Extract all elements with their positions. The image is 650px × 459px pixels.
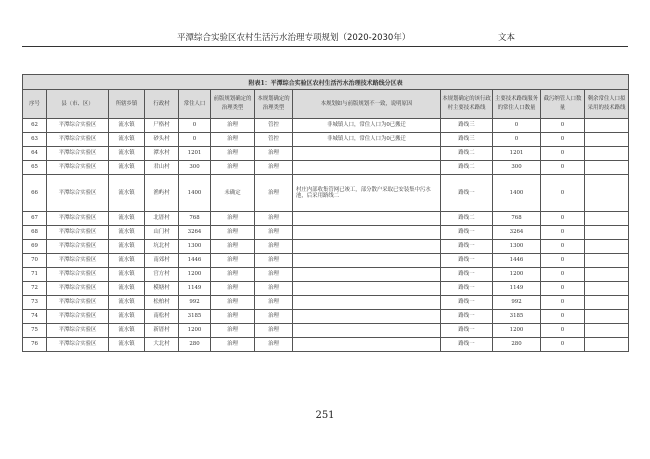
current-type-cell: 治理 xyxy=(255,212,293,226)
row-number-cell: 71 xyxy=(23,268,47,282)
column-header: 主要技术路线服务的常住人口数量 xyxy=(493,90,541,119)
served-population-cell: 3185 xyxy=(493,310,541,324)
current-type-cell: 治理 xyxy=(255,226,293,240)
route-cell: 路线二 xyxy=(441,161,493,175)
reason-cell xyxy=(293,254,441,268)
table-row xyxy=(23,133,629,147)
route-cell: 路线一 xyxy=(441,268,493,282)
table-row xyxy=(23,226,629,240)
previous-type-cell: 治理 xyxy=(211,254,255,268)
population-cell: 3264 xyxy=(179,226,211,240)
village-cell: 君山村 xyxy=(145,161,179,175)
table-row xyxy=(23,254,629,268)
header-row xyxy=(23,90,629,119)
previous-type-cell: 治理 xyxy=(211,147,255,161)
table-row xyxy=(23,324,629,338)
population-cell: 1201 xyxy=(179,147,211,161)
town-cell: 流水镇 xyxy=(109,254,145,268)
town-cell: 流水镇 xyxy=(109,324,145,338)
previous-type-cell: 治理 xyxy=(211,226,255,240)
village-cell: 南郊村 xyxy=(145,254,179,268)
town-cell: 流水镇 xyxy=(109,119,145,133)
county-cell: 平潭综合实验区 xyxy=(47,212,109,226)
reason-cell xyxy=(293,310,441,324)
current-type-cell: 治理 xyxy=(255,254,293,268)
row-number-cell: 64 xyxy=(23,147,47,161)
previous-type-cell: 治理 xyxy=(211,338,255,352)
route-cell: 路线三 xyxy=(441,119,493,133)
row-number-cell: 69 xyxy=(23,240,47,254)
served-population-cell: 0 xyxy=(493,119,541,133)
remaining-route-cell xyxy=(585,296,629,310)
village-cell: 南松村 xyxy=(145,310,179,324)
village-cell: 渔屿村 xyxy=(145,175,179,212)
sewer-population-cell: 0 xyxy=(541,147,585,161)
village-cell: 松柏村 xyxy=(145,296,179,310)
table-row xyxy=(23,147,629,161)
column-header: 前版规划确定的治理类型 xyxy=(211,90,255,119)
town-cell: 流水镇 xyxy=(109,268,145,282)
reason-cell xyxy=(293,338,441,352)
county-cell: 平潭综合实验区 xyxy=(47,133,109,147)
column-header: 本规划如与前版规划不一致，说明原因 xyxy=(293,90,441,119)
population-cell: 280 xyxy=(179,338,211,352)
county-cell: 平潭综合实验区 xyxy=(47,254,109,268)
row-number-cell: 75 xyxy=(23,324,47,338)
column-header: 县（市、区） xyxy=(47,90,109,119)
served-population-cell: 1201 xyxy=(493,147,541,161)
current-type-cell: 治理 xyxy=(255,310,293,324)
table-row xyxy=(23,175,629,212)
population-cell: 300 xyxy=(179,161,211,175)
remaining-route-cell xyxy=(585,147,629,161)
current-type-cell: 管控 xyxy=(255,133,293,147)
village-cell: 大北村 xyxy=(145,338,179,352)
route-cell: 路线一 xyxy=(441,226,493,240)
current-type-cell: 治理 xyxy=(255,240,293,254)
column-header: 行政村 xyxy=(145,90,179,119)
route-cell: 路线一 xyxy=(441,282,493,296)
annex-table xyxy=(22,74,629,352)
village-cell: 山门村 xyxy=(145,226,179,240)
remaining-route-cell xyxy=(585,324,629,338)
remaining-route-cell xyxy=(585,119,629,133)
previous-type-cell: 治理 xyxy=(211,310,255,324)
remaining-route-cell xyxy=(585,338,629,352)
reason-cell xyxy=(293,240,441,254)
village-cell: 官方村 xyxy=(145,268,179,282)
route-cell: 路线一 xyxy=(441,310,493,324)
row-number-cell: 73 xyxy=(23,296,47,310)
reason-cell xyxy=(293,296,441,310)
current-type-cell: 治理 xyxy=(255,282,293,296)
county-cell: 平潭综合实验区 xyxy=(47,147,109,161)
column-header: 本规划确定的治理类型 xyxy=(255,90,293,119)
route-cell: 路线一 xyxy=(441,338,493,352)
row-number-cell: 62 xyxy=(23,119,47,133)
previous-type-cell: 治理 xyxy=(211,161,255,175)
table-row xyxy=(23,240,629,254)
town-cell: 流水镇 xyxy=(109,296,145,310)
sewer-population-cell: 0 xyxy=(541,310,585,324)
sewer-population-cell: 0 xyxy=(541,324,585,338)
village-cell: 坑北村 xyxy=(145,240,179,254)
remaining-route-cell xyxy=(585,240,629,254)
route-cell: 路线一 xyxy=(441,254,493,268)
row-number-cell: 68 xyxy=(23,226,47,240)
route-cell: 路线二 xyxy=(441,147,493,161)
town-cell: 流水镇 xyxy=(109,212,145,226)
previous-type-cell: 治理 xyxy=(211,119,255,133)
reason-cell xyxy=(293,282,441,296)
town-cell: 流水镇 xyxy=(109,226,145,240)
remaining-route-cell xyxy=(585,268,629,282)
sewer-population-cell: 0 xyxy=(541,226,585,240)
served-population-cell: 280 xyxy=(493,338,541,352)
current-type-cell: 治理 xyxy=(255,161,293,175)
county-cell: 平潭综合实验区 xyxy=(47,119,109,133)
row-number-cell: 72 xyxy=(23,282,47,296)
reason-cell: 非城镇人口，常住人口为0已搬迁 xyxy=(293,119,441,133)
sewer-population-cell: 0 xyxy=(541,161,585,175)
previous-type-cell: 治理 xyxy=(211,268,255,282)
page-header xyxy=(22,32,628,47)
served-population-cell: 300 xyxy=(493,161,541,175)
row-number-cell: 63 xyxy=(23,133,47,147)
sewer-population-cell: 0 xyxy=(541,240,585,254)
population-cell: 3185 xyxy=(179,310,211,324)
previous-type-cell: 治理 xyxy=(211,133,255,147)
remaining-route-cell xyxy=(585,175,629,212)
population-cell: 992 xyxy=(179,296,211,310)
county-cell: 平潭综合实验区 xyxy=(47,310,109,324)
table-row xyxy=(23,338,629,352)
county-cell: 平潭综合实验区 xyxy=(47,324,109,338)
previous-type-cell: 治理 xyxy=(211,296,255,310)
previous-type-cell: 治理 xyxy=(211,240,255,254)
population-cell: 1446 xyxy=(179,254,211,268)
remaining-route-cell xyxy=(585,282,629,296)
table-row xyxy=(23,119,629,133)
table-row xyxy=(23,268,629,282)
column-header: 截污纳管人口数量 xyxy=(541,90,585,119)
current-type-cell: 治理 xyxy=(255,296,293,310)
county-cell: 平潭综合实验区 xyxy=(47,268,109,282)
population-cell: 768 xyxy=(179,212,211,226)
remaining-route-cell xyxy=(585,133,629,147)
previous-type-cell: 未确定 xyxy=(211,175,255,212)
population-cell: 1200 xyxy=(179,268,211,282)
row-number-cell: 74 xyxy=(23,310,47,324)
row-number-cell: 76 xyxy=(23,338,47,352)
table-row xyxy=(23,212,629,226)
town-cell: 流水镇 xyxy=(109,133,145,147)
reason-cell xyxy=(293,212,441,226)
served-population-cell: 3264 xyxy=(493,226,541,240)
remaining-route-cell xyxy=(585,254,629,268)
town-cell: 流水镇 xyxy=(109,161,145,175)
served-population-cell: 1400 xyxy=(493,175,541,212)
county-cell: 平潭综合实验区 xyxy=(47,338,109,352)
previous-type-cell: 治理 xyxy=(211,282,255,296)
table-row xyxy=(23,282,629,296)
route-cell: 路线三 xyxy=(441,133,493,147)
served-population-cell: 0 xyxy=(493,133,541,147)
reason-cell xyxy=(293,226,441,240)
served-population-cell: 1446 xyxy=(493,254,541,268)
current-type-cell: 治理 xyxy=(255,268,293,282)
remaining-route-cell xyxy=(585,310,629,324)
remaining-route-cell xyxy=(585,212,629,226)
row-number-cell: 70 xyxy=(23,254,47,268)
remaining-route-cell xyxy=(585,226,629,240)
reason-cell: 非城镇人口，常住人口为0已搬迁 xyxy=(293,133,441,147)
route-cell: 路线一 xyxy=(441,240,493,254)
current-type-cell: 治理 xyxy=(255,147,293,161)
sewer-population-cell: 0 xyxy=(541,282,585,296)
sewer-population-cell: 0 xyxy=(541,175,585,212)
current-type-cell: 治理 xyxy=(255,175,293,212)
served-population-cell: 1300 xyxy=(493,240,541,254)
county-cell: 平潭综合实验区 xyxy=(47,161,109,175)
row-number-cell: 66 xyxy=(23,175,47,212)
served-population-cell: 992 xyxy=(493,296,541,310)
town-cell: 流水镇 xyxy=(109,175,145,212)
current-type-cell: 治理 xyxy=(255,324,293,338)
row-number-cell: 67 xyxy=(23,212,47,226)
village-cell: 北厝村 xyxy=(145,212,179,226)
row-number-cell: 65 xyxy=(23,161,47,175)
county-cell: 平潭综合实验区 xyxy=(47,175,109,212)
route-cell: 路线二 xyxy=(441,212,493,226)
previous-type-cell: 治理 xyxy=(211,324,255,338)
reason-cell xyxy=(293,268,441,282)
town-cell: 流水镇 xyxy=(109,147,145,161)
sewer-population-cell: 0 xyxy=(541,212,585,226)
sewer-population-cell: 0 xyxy=(541,296,585,310)
reason-cell xyxy=(293,324,441,338)
column-header: 剩余常住人口拟采用的技术路线 xyxy=(585,90,629,119)
town-cell: 流水镇 xyxy=(109,338,145,352)
column-header: 所辖乡镇 xyxy=(109,90,145,119)
county-cell: 平潭综合实验区 xyxy=(47,226,109,240)
village-cell: 尸格村 xyxy=(145,119,179,133)
column-header: 本规划确定的该行政村主要技术路线 xyxy=(441,90,493,119)
served-population-cell: 1200 xyxy=(493,324,541,338)
population-cell: 1400 xyxy=(179,175,211,212)
reason-cell xyxy=(293,147,441,161)
current-type-cell: 治理 xyxy=(255,338,293,352)
town-cell: 流水镇 xyxy=(109,282,145,296)
sewer-population-cell: 0 xyxy=(541,119,585,133)
population-cell: 1149 xyxy=(179,282,211,296)
town-cell: 流水镇 xyxy=(109,310,145,324)
served-population-cell: 1149 xyxy=(493,282,541,296)
document-type: 文本 xyxy=(498,33,516,43)
table-row xyxy=(23,296,629,310)
village-cell: 模塘村 xyxy=(145,282,179,296)
village-cell: 潭水村 xyxy=(145,147,179,161)
village-cell: 砂头村 xyxy=(145,133,179,147)
served-population-cell: 768 xyxy=(493,212,541,226)
table-title: 附表1：平潭综合实验区农村生活污水治理技术路线分区表 xyxy=(23,75,629,90)
column-header: 常住人口 xyxy=(179,90,211,119)
remaining-route-cell xyxy=(585,161,629,175)
population-cell: 1300 xyxy=(179,240,211,254)
reason-cell: 村庄内部收集管网已竣工，部分散户采取已安装集中污水池，后采用路线二 xyxy=(293,175,441,212)
table-row xyxy=(23,161,629,175)
route-cell: 路线一 xyxy=(441,296,493,310)
sewer-population-cell: 0 xyxy=(541,254,585,268)
table-row xyxy=(23,310,629,324)
sewer-population-cell: 0 xyxy=(541,133,585,147)
page-number: 251 xyxy=(315,410,335,421)
sewer-population-cell: 0 xyxy=(541,338,585,352)
route-cell: 路线一 xyxy=(441,175,493,212)
county-cell: 平潭综合实验区 xyxy=(47,296,109,310)
previous-type-cell: 治理 xyxy=(211,212,255,226)
sewer-population-cell: 0 xyxy=(541,268,585,282)
population-cell: 1200 xyxy=(179,324,211,338)
column-header: 序号 xyxy=(23,90,47,119)
document-title: 平潭综合实验区农村生活污水治理专项规划（2020-2030年） xyxy=(177,33,411,43)
current-type-cell: 管控 xyxy=(255,119,293,133)
county-cell: 平潭综合实验区 xyxy=(47,240,109,254)
reason-cell xyxy=(293,161,441,175)
served-population-cell: 1200 xyxy=(493,268,541,282)
county-cell: 平潭综合实验区 xyxy=(47,282,109,296)
village-cell: 新厝村 xyxy=(145,324,179,338)
population-cell: 0 xyxy=(179,119,211,133)
population-cell: 0 xyxy=(179,133,211,147)
table-body xyxy=(23,119,629,352)
route-cell: 路线一 xyxy=(441,324,493,338)
town-cell: 流水镇 xyxy=(109,240,145,254)
